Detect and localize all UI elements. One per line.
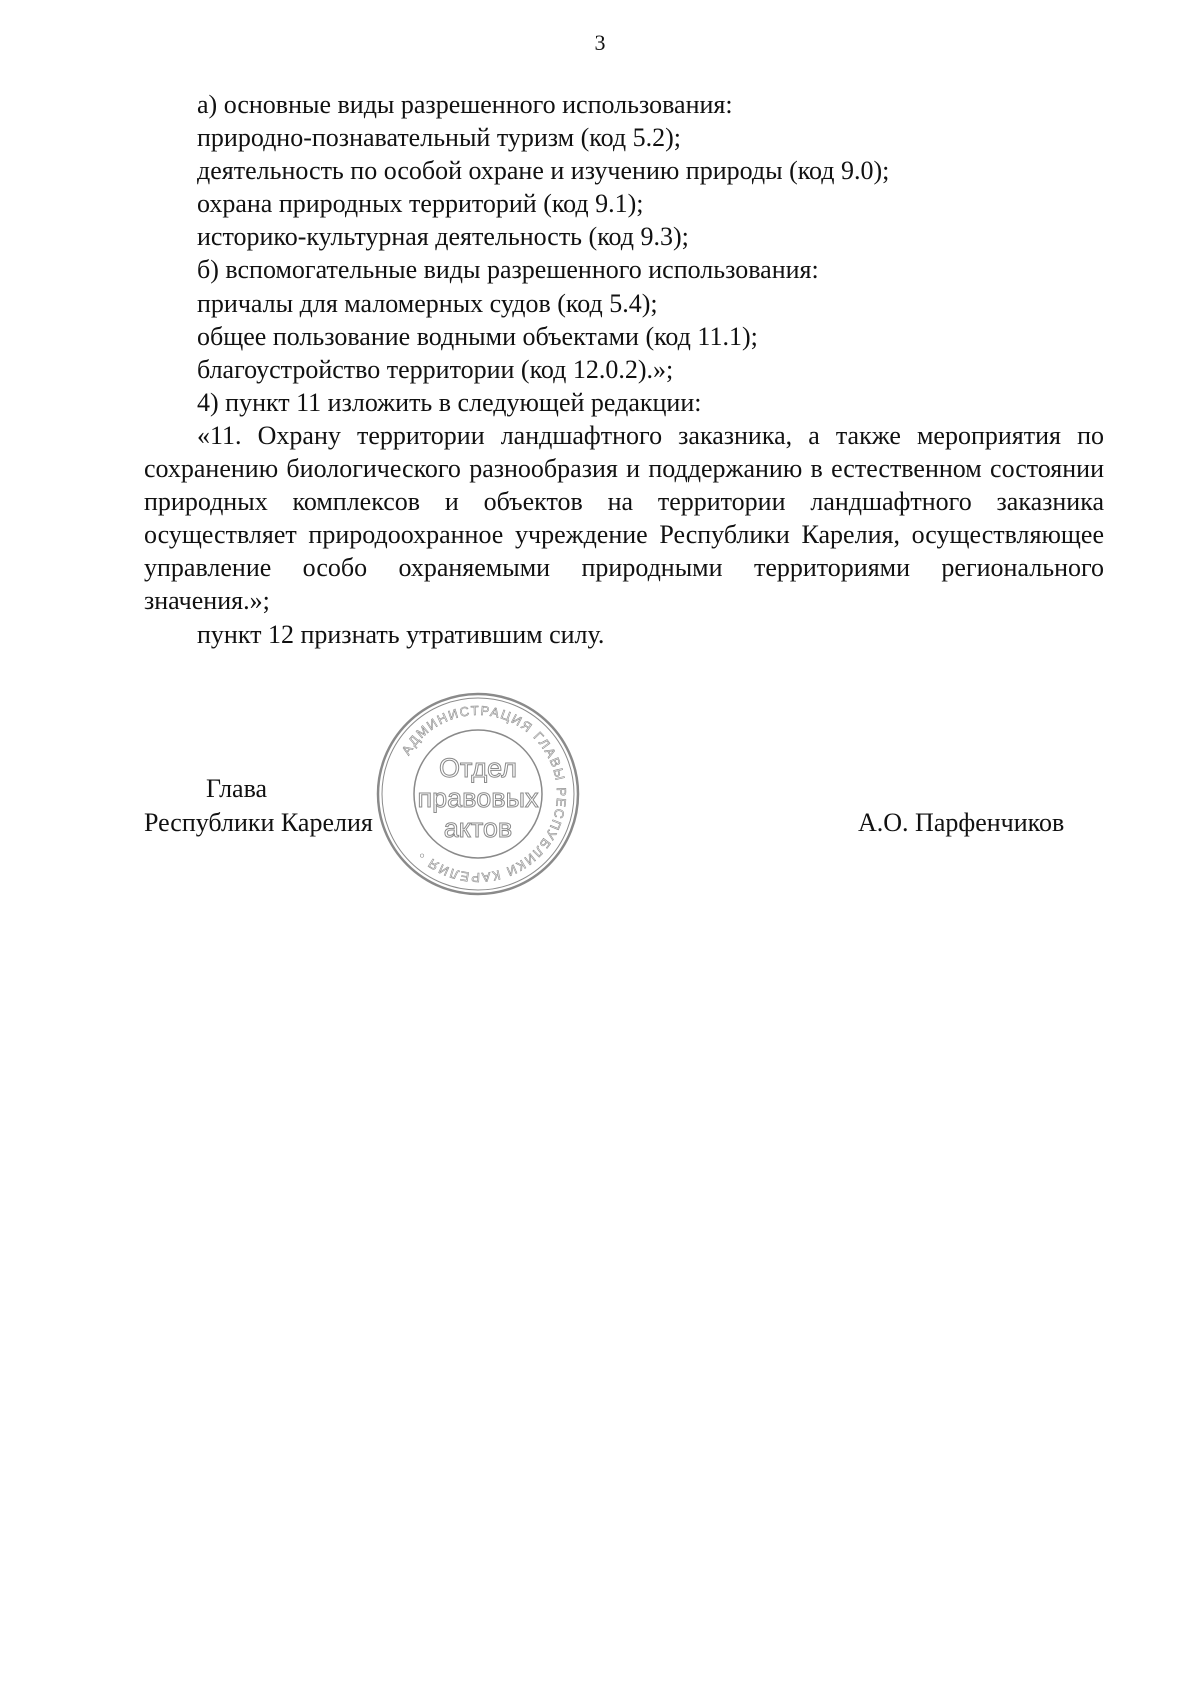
signatory-title-line1: Глава xyxy=(206,774,268,803)
paragraph-auxiliary-uses-heading: б) вспомогательные виды разрешенного использования: xyxy=(197,255,819,285)
stamp-ring-text: АДМИНИСТРАЦИЯ ГЛАВЫ РЕСПУБЛИКИ КАРЕЛИЯ • xyxy=(398,702,570,886)
paragraph-main-uses-heading: а) основные виды разрешенного использования: xyxy=(197,90,733,119)
stamp-center-line2: правовых xyxy=(417,783,539,813)
paragraph-use-territory-protection: охрана природных территорий (код 9.1); xyxy=(197,189,644,219)
signatory-name: А.О. Парфенчиков xyxy=(858,808,1065,837)
stamp-center-line3: актов xyxy=(443,813,513,843)
stamp-seal xyxy=(373,689,583,899)
signatory-title-line2: Республики Карелия xyxy=(144,808,373,837)
official-stamp xyxy=(373,689,583,899)
paragraph-item-12: пункт 12 признать утратившим силу. xyxy=(197,619,605,649)
document-body xyxy=(144,88,1104,651)
paragraph-use-tourism: природно-познавательный туризм (код 5.2); xyxy=(197,123,681,153)
paragraph-use-landscaping: благоустройство территории (код 12.0.2).»; xyxy=(197,354,674,384)
stamp-center-line1: Отдел xyxy=(438,753,518,783)
paragraph-item-11-text: «11. Охрану территории ландшафтного заказника, а также мероприятия по сохранению биологического разнообразия и поддержанию в естественном состоянии природных комплексов и объектов на территории ландшафтного заказника осуществляет природоохранное учреждение Республики Карелия, осуществляющее управление особо охраняемыми природными территориями регионального значения.»; xyxy=(144,420,1104,616)
paragraph-use-moorings: причалы для маломерных судов (код 5.4); xyxy=(197,288,658,318)
paragraph-use-historical-cultural: историко-культурная деятельность (код 9.3); xyxy=(197,222,689,252)
paragraph-use-water-objects: общее пользование водными объектами (код 11.1); xyxy=(197,321,758,351)
paragraph-item-4: 4) пункт 11 изложить в следующей редакции: xyxy=(197,387,702,417)
paragraph-use-nature-protection: деятельность по особой охране и изучению природы (код 9.0); xyxy=(197,156,890,186)
page-number: 3 xyxy=(594,30,606,55)
